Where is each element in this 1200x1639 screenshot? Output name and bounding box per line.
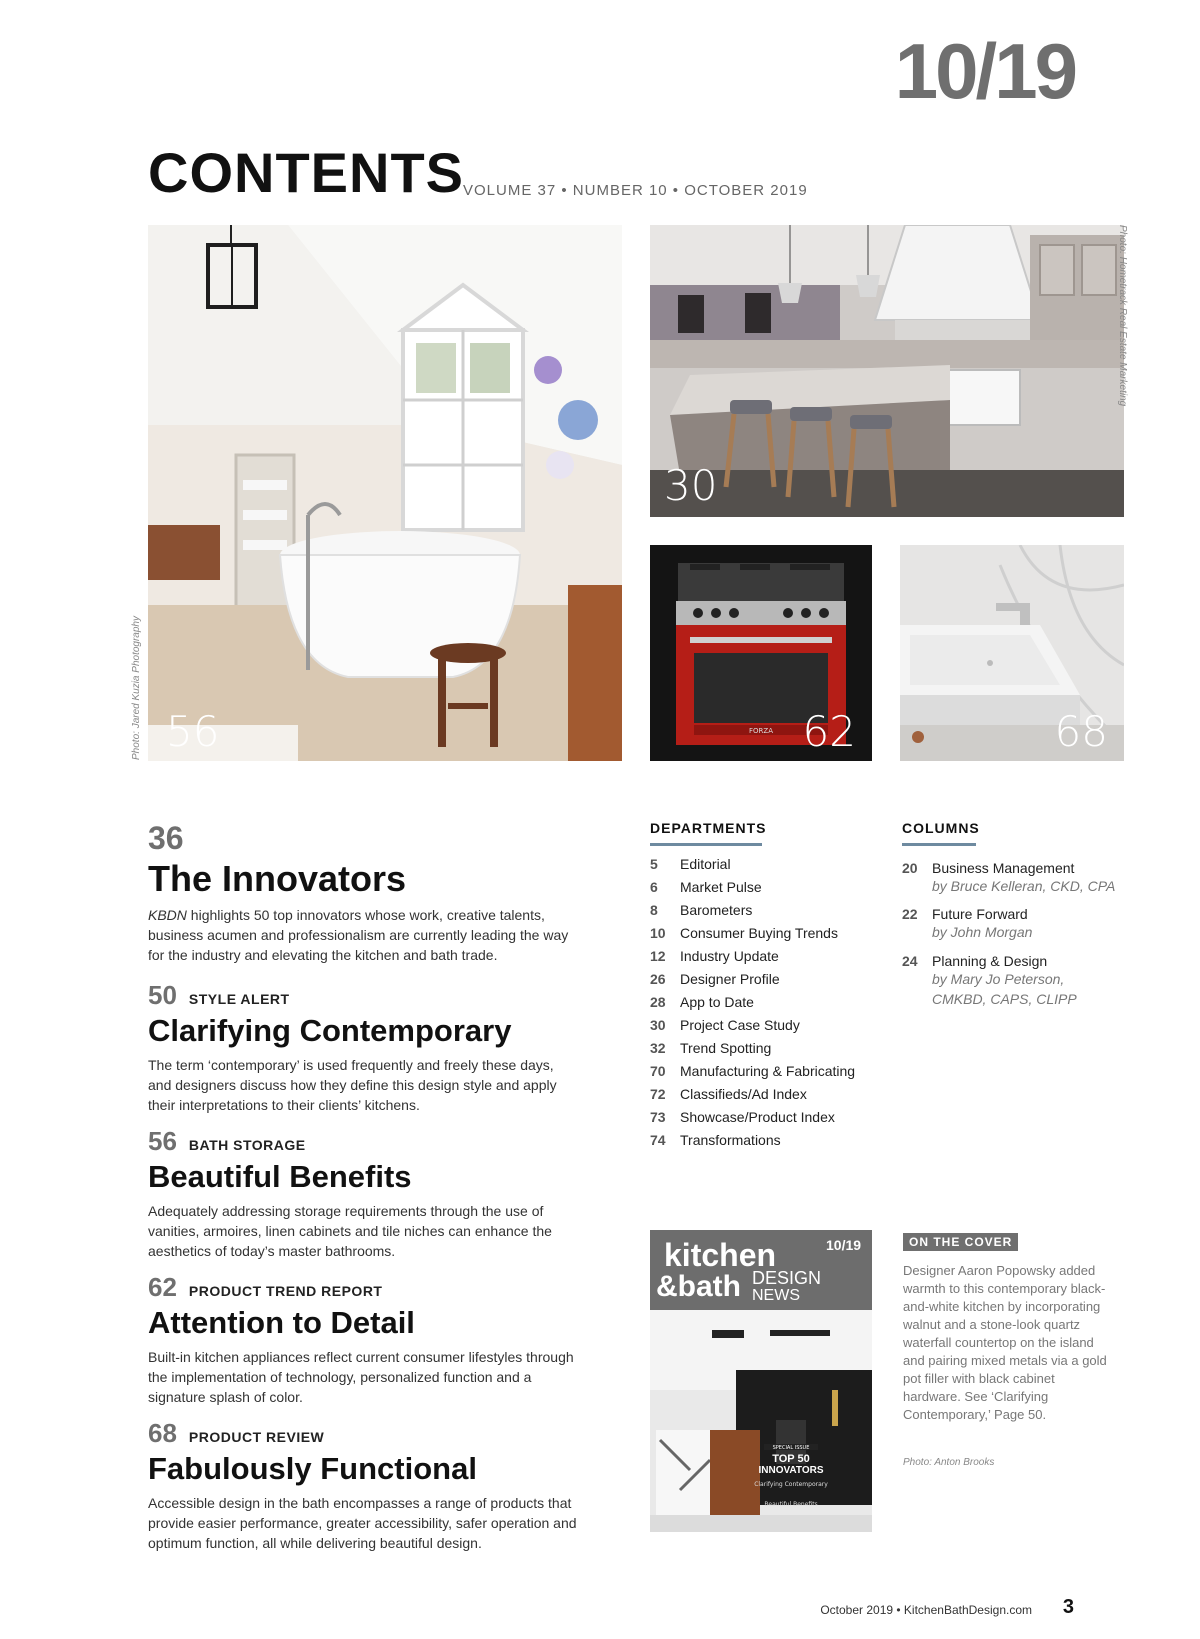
kitchen-photo-credit: Photo: Hometrack Real Estate Marketing [1117,225,1128,407]
feature-description: The term ‘contemporary’ is used frequently and freely these days, and designers discuss how they define this design style and apply their interpretations to their clients’ kitchens. [148,1056,557,1113]
kitchen-photo-page-number: 30 [664,461,718,510]
feature-title[interactable]: Fabulously Functional [148,1451,477,1486]
cover-illustration [650,1230,872,1532]
feature-page-number: 56 [148,1126,177,1156]
departments-rule [650,843,762,846]
bath-illustration [148,225,622,761]
volume-line: VOLUME 37 • NUMBER 10 • OCTOBER 2019 [463,182,808,199]
range-photo-page-number: 62 [802,707,856,756]
columns-rule [902,843,976,846]
dept-item[interactable]: 10 Consumer Buying Trends [650,925,838,941]
feature-kicker: PRODUCT TREND REPORT [188,1283,383,1299]
page-title: CONTENTS [148,141,464,204]
feature-kicker: STYLE ALERT [188,991,290,1007]
kitchen-illustration [650,225,1124,517]
dept-item[interactable]: 74 Transformations [650,1132,781,1148]
dept-item[interactable]: 72 Classifieds/Ad Index [650,1086,807,1102]
sink-photo-page-number: 68 [1054,707,1108,756]
feature-title[interactable]: The Innovators [148,858,407,899]
feature-description: Built-in kitchen appliances reflect current consumer lifestyles through the implementation of technology, personalized function and a signature splash of color. [148,1348,574,1405]
cover-mag-top50: TOP 50 [772,1453,810,1465]
bath-photo-credit: Photo: Jared Kuzia Photography [131,616,142,760]
range-brand-label: FORZA [749,727,773,735]
departments-heading: DEPARTMENTS [650,820,767,836]
bath-photo[interactable] [148,225,622,761]
feature-kicker: PRODUCT REVIEW [188,1429,325,1445]
cover-mag-design: DESIGN [752,1268,822,1288]
feature-page-number: 62 [148,1272,177,1302]
cover-mag-sub1: Clarifying Contemporary [754,1481,828,1488]
dept-item[interactable]: 26 Designer Profile [650,971,780,987]
feature-kicker: BATH STORAGE [188,1137,306,1153]
cover-mag-bath: &bath [656,1270,741,1303]
feature-36[interactable] [148,822,578,965]
dept-item[interactable]: 12 Industry Update [650,948,779,964]
cover-mag-news: NEWS [752,1287,800,1304]
bath-photo-page-number: 56 [166,707,220,756]
kbdn-abbrev: KBDN [148,907,187,924]
on-the-cover-badge: ON THE COVER [903,1233,1018,1251]
dept-item[interactable]: 8 Barometers [650,902,753,918]
feature-title[interactable]: Attention to Detail [148,1305,415,1340]
feature-description: Adequately addressing storage requirements through the use of vanities, armoires, linen cabinets and tile niches can enhance the aesthetics of today’s master bathrooms. [148,1202,552,1259]
column-item[interactable]: 24 Planning & Design by Mary Jo Peterson, CMKBD, CAPS, CLIPP [902,953,1077,1007]
dept-item[interactable]: 32 Trend Spotting [650,1040,772,1056]
feature-title[interactable]: Beautiful Benefits [148,1159,412,1194]
column-item[interactable]: 22 Future Forward by John Morgan [902,906,1033,940]
cover-thumbnail[interactable] [650,1230,872,1532]
issue-code: 10/19 [894,27,1075,115]
cover-mag-innovators: INNOVATORS [758,1465,824,1476]
dept-item[interactable]: 5 Editorial [650,856,731,872]
feature-62[interactable] [148,1274,578,1407]
feature-page-number: 36 [148,820,184,856]
feature-56[interactable] [148,1128,578,1261]
cover-description: Designer Aaron Popowsky added warmth to this contemporary black-and-white kitchen by incorporating walnut and a stone-look quartz waterfall countertop on the island and pairing mixed metals via a gold pot filler with black cabinet hardware. See ‘Clarifying Contemporary,’ Page 50. [903,1263,1107,1422]
cover-mag-special: SPECIAL ISSUE [772,1445,810,1451]
cover-mag-kitchen: kitchen [664,1237,777,1273]
cover-mag-sub2: Beautiful Benefits [764,1501,818,1508]
footer-text: October 2019 • KitchenBathDesign.com [820,1603,1032,1617]
kitchen-photo[interactable] [650,225,1124,517]
feature-page-number: 50 [148,980,177,1010]
dept-item[interactable]: 6 Market Pulse [650,879,762,895]
dept-item[interactable]: 30 Project Case Study [650,1017,800,1033]
feature-description: KBDN highlights 50 top innovators whose work, creative talents, business acumen and professionalism are currently leading the way for the industry and elevating the kitchen and bath trade. [148,907,569,964]
column-item[interactable]: 20 Business Management by Bruce Kelleran, CKD, CPA [902,860,1116,894]
sink-photo[interactable] [900,545,1124,761]
feature-page-number: 68 [148,1418,177,1448]
dept-item[interactable]: 28 App to Date [650,994,754,1010]
cover-photo-credit: Photo: Anton Brooks [903,1457,995,1468]
dept-item[interactable]: 73 Showcase/Product Index [650,1109,835,1125]
page-number: 3 [1062,1596,1074,1618]
dept-item[interactable]: 70 Manufacturing & Fabricating [650,1063,856,1079]
feature-50[interactable] [148,982,578,1115]
cover-mag-issue: 10/19 [826,1237,862,1253]
range-photo[interactable] [650,545,872,761]
feature-title[interactable]: Clarifying Contemporary [148,1013,512,1048]
feature-68[interactable] [148,1420,578,1553]
columns-heading: COLUMNS [902,820,980,836]
feature-description: Accessible design in the bath encompasses a range of products that provide easier performance, greater accessibility, safer operation and optimum function, all while delivering beautiful design. [148,1494,577,1551]
